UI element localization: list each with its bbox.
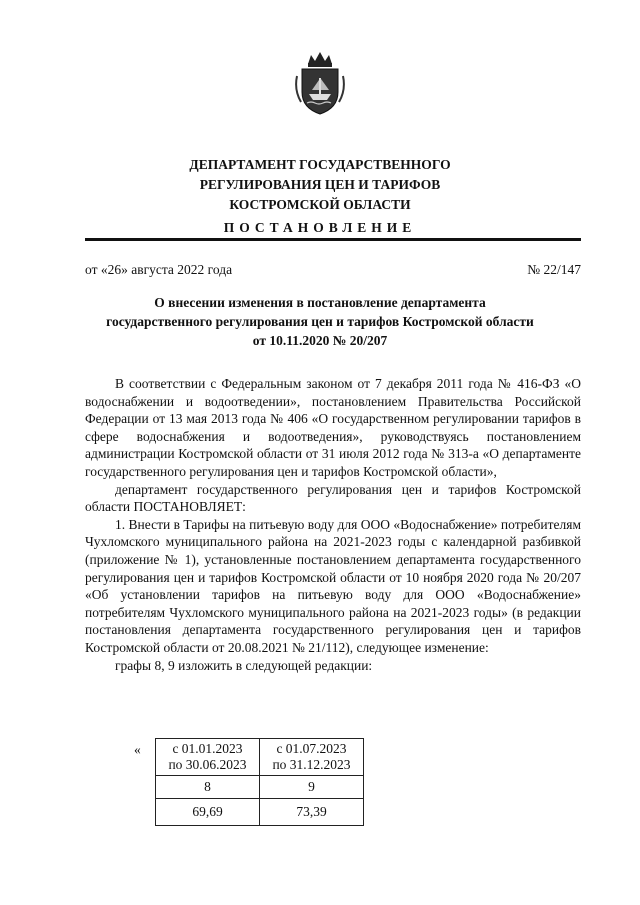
header-divider — [85, 238, 581, 241]
body-paragraph: графы 8, 9 изложить в следующей редакции: — [115, 657, 373, 673]
document-subject — [0, 293, 640, 350]
column-number-cell: 9 — [260, 776, 364, 799]
table-row — [156, 739, 364, 776]
document-date: от «26» августа 2022 года — [85, 262, 233, 277]
table-header-cell — [156, 739, 260, 776]
tariff-value-cell: 73,39 — [260, 799, 364, 826]
coat-of-arms-icon — [293, 50, 347, 116]
subject-line: от 10.11.2020 № 20/207 — [252, 333, 388, 348]
department-title — [0, 155, 640, 215]
table-header-cell — [260, 739, 364, 776]
body-paragraph: В соответствии с Федеральным законом от 7 декабря 2011 года № 416-ФЗ «О водоснабжении и водоотведении», постановлением Правительства Российской Федерации от 13 мая 2013 года № 406 «О государственном регулировании тарифов в сфере водоснабжения и водоотведения», руководствуясь постановлением администрации Костромской области от 31 июля 2012 года № 313-а «О департаменте государственного регулирования цен и тарифов Костромской области», — [85, 376, 581, 479]
table-row — [156, 799, 364, 826]
body-paragraph: 1. Внести в Тарифы на питьевую воду для ООО «Водоснабжение» потребителям Чухломского муниципального района на 2021-2023 годы с календарной разбивкой (приложение № 1), установленные постановлением департамента государственного регулирования цен и тарифов Костромской области от 10 ноября 2020 года № 20/207 «Об установлении тарифов на питьевую воду для ООО «Водоснабжение» потребителям Чухломского муниципального района на 2021-2023 годы» (в редакции постановления департамента государственного регулирования цен и тарифов Костромской области от 20.08.2021 № 21/112), следующее изменение: — [85, 516, 581, 655]
column-number-cell: 8 — [156, 776, 260, 799]
table-row — [156, 776, 364, 799]
header-line: с 01.01.2023 — [172, 741, 243, 756]
subject-line: государственного регулирования цен и тарифов Костромской области — [106, 314, 534, 329]
document-number: № 22/147 — [527, 262, 581, 277]
department-title-line: РЕГУЛИРОВАНИЯ ЦЕН И ТАРИФОВ — [199, 177, 441, 192]
subject-line: О внесении изменения в постановление департамента — [154, 295, 486, 310]
department-title-line: КОСТРОМСКОЙ ОБЛАСТИ — [229, 197, 411, 212]
document-body — [85, 375, 581, 674]
tariff-value-cell: 69,69 — [156, 799, 260, 826]
opening-quote: « — [134, 742, 141, 757]
document-type: ПОСТАНОВЛЕНИЕ — [223, 220, 417, 235]
header-line: с 01.07.2023 — [276, 741, 347, 756]
department-title-line: ДЕПАРТАМЕНТ ГОСУДАРСТВЕННОГО — [189, 157, 451, 172]
header-line: по 30.06.2023 — [168, 757, 247, 772]
body-paragraph: департамент государственного регулирования цен и тарифов Костромской области ПОСТАНОВЛЯЕТ: — [85, 481, 581, 515]
header-line: по 31.12.2023 — [272, 757, 351, 772]
tariff-table — [155, 738, 364, 826]
date-number-line — [85, 262, 581, 278]
